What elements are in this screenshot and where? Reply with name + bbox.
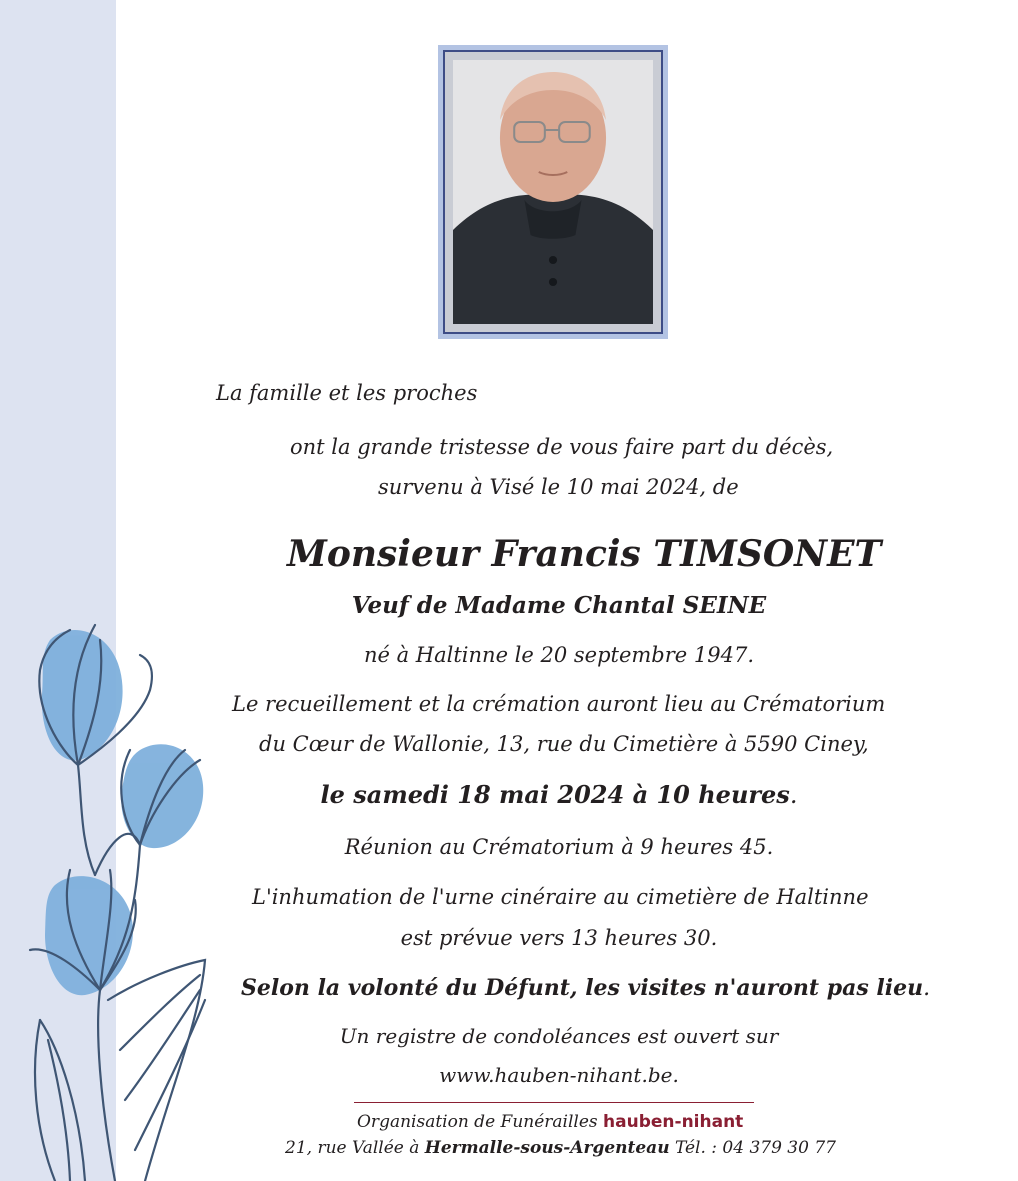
footer-address [285,1140,836,1157]
footer-divider [354,1102,754,1103]
ceremony-date-time [100,780,1018,809]
floral-illustration [0,600,230,1181]
ceremony-line-2: du Cœur de Wallonie, 13, rue du Cimetière à 5590 Ciney, [259,732,869,756]
register-line-1: Un registre de condoléances est ouvert sur [339,1024,779,1048]
deceased-name: Monsieur Francis TIMSONET [287,533,882,575]
register-url[interactable]: www.hauben-nihant.be. [439,1063,679,1087]
ceremony-date-time-dot: . [789,781,798,809]
footer-address-city: Hermalle-sous-Argenteau [424,1138,670,1158]
announcement-line-2: survenu à Visé le 10 mai 2024, de [378,475,739,499]
ceremony-date-time-text: le samedi 18 mai 2024 à 10 heures [320,780,790,809]
footer-org-prefix: Organisation de Funérailles [357,1112,598,1132]
brand-logo: hauben-nihant [603,1112,744,1132]
meeting-line: Réunion au Crématorium à 9 heures 45. [344,835,774,859]
portrait-frame [438,45,668,339]
visits-dot: . [923,976,931,1001]
burial-line-2: est prévue vers 13 heures 30. [400,926,718,950]
intro-text: La famille et les proches [216,381,478,405]
announcement-line-1: ont la grande tristesse de vous faire part du décès, [290,435,834,459]
burial-line-1: L'inhumation de l'urne cinéraire au cimetière de Haltinne [252,885,869,909]
footer-organisation [357,1114,743,1131]
visits-line [241,977,930,1000]
portrait-photo [453,60,653,324]
visits-text: Selon la volonté du Défunt, les visites n'auront pas lieu [241,975,924,1001]
spouse-line: Veuf de Madame Chantal SEINE [351,592,767,619]
birth-line: né à Haltinne le 20 septembre 1947. [363,643,755,667]
footer-address-prefix: 21, rue Vallée à [285,1138,420,1158]
ceremony-line-1: Le recueillement et la crémation auront lieu au Crématorium [232,692,886,716]
footer-phone: Tél. : 04 379 30 77 [674,1138,836,1158]
